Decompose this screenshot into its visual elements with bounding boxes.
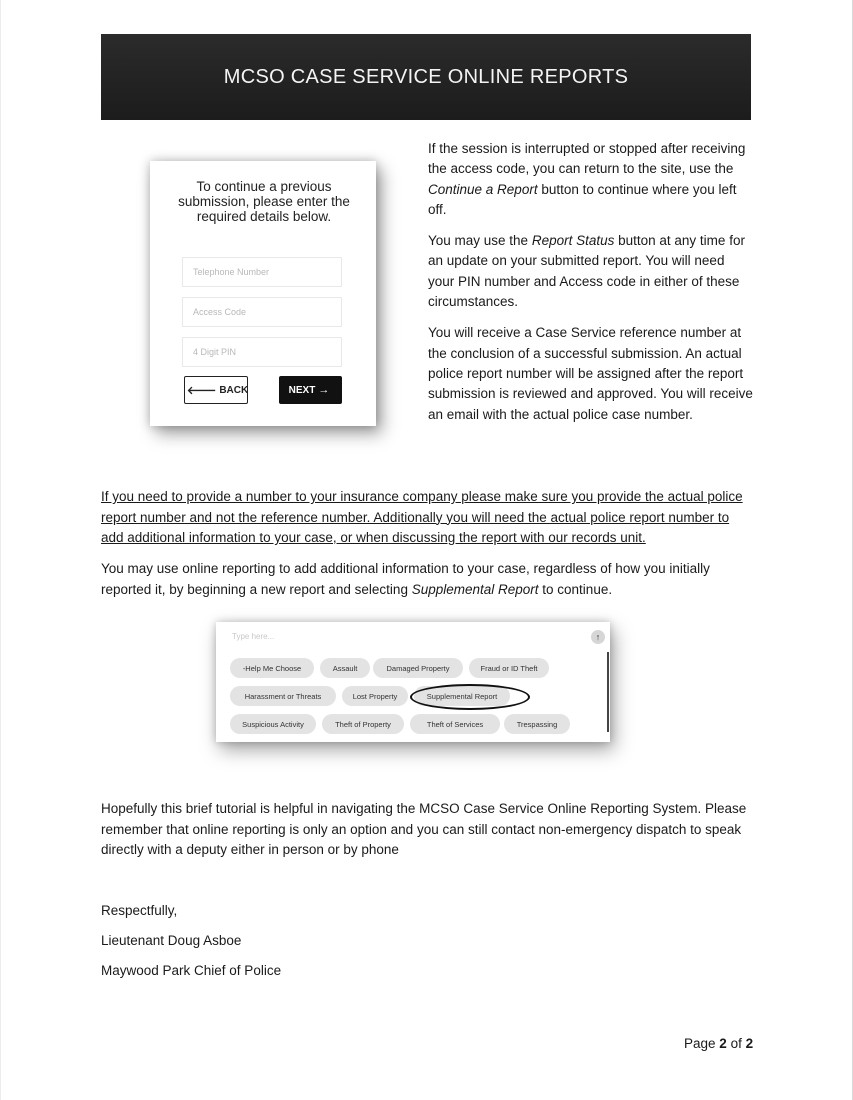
salutation: Respectfully,	[101, 903, 178, 918]
next-button[interactable]	[279, 376, 342, 404]
category-picker-screenshot	[216, 622, 610, 742]
chip-supplemental-report[interactable]: Supplemental Report	[414, 686, 510, 706]
telephone-input[interactable]: Telephone Number	[182, 257, 342, 287]
pin-input[interactable]: 4 Digit PIN	[182, 337, 342, 367]
continue-form-screenshot	[150, 161, 376, 426]
continue-report-term: Continue a Report	[428, 181, 538, 197]
chip-trespassing[interactable]: Trespassing	[504, 714, 570, 734]
arrow-left-icon: 🡐	[186, 385, 217, 397]
scrollbar[interactable]	[607, 652, 609, 732]
access-code-input[interactable]: Access Code	[182, 297, 342, 327]
type-here-input[interactable]: Type here...	[232, 632, 275, 641]
page-title: MCSO CASE SERVICE ONLINE REPORTS	[223, 65, 629, 88]
chip-lost-property[interactable]: Lost Property	[342, 686, 408, 706]
paragraph-reference: You will receive a Case Service reference number at the conclusion of a successful submission. An actual police report number will be assigned after the report submission is reviewed and approved. You will receive an email with the actual police case number.	[428, 325, 753, 422]
paragraph-continue: If the session is interrupted or stopped after receiving the access code, you can return to the site, use the Continue a Report button to continue where you left off.	[428, 141, 746, 217]
supplemental-paragraph: You may use online reporting to add additional information to your case, regardless of how you initially reported it, by beginning a new report and selecting Supplemental Report to continue.	[101, 561, 710, 597]
next-label: NEXT	[288, 384, 316, 396]
hand-drawn-circle	[410, 684, 530, 710]
signer-title: Maywood Park Chief of Police	[101, 963, 282, 978]
chip-fraud-id-theft[interactable]: Fraud or ID Theft	[469, 658, 549, 678]
chip-damaged-property[interactable]: Damaged Property	[373, 658, 463, 678]
chip-theft-of-property[interactable]: Theft of Property	[322, 714, 404, 734]
insurance-notice: If you need to provide a number to your insurance company please make sure you provide the actual police report number and not the reference number. Additionally you will need the actual police report number to add additional information to your case, or when discussing the report with our records unit.	[101, 489, 743, 545]
closing-paragraph: Hopefully this brief tutorial is helpful in navigating the MCSO Case Service Online Reporting System. Please remember that online reporting is only an option and you can still contact non-emergency dispatch to speak directly with a deputy either in person or by phone	[101, 801, 747, 857]
back-button[interactable]	[184, 376, 248, 404]
instructions-column	[428, 139, 753, 436]
report-status-term: Report Status	[531, 233, 615, 249]
paragraph-status: You may use the Report Status button at any time for an update on your submitted report. You will need your PIN number and Access code in either of these circumstances.	[428, 233, 745, 310]
chip-theft-of-services[interactable]: Theft of Services	[410, 714, 500, 734]
chip-harassment[interactable]: Harassment or Threats	[230, 686, 336, 706]
chip-suspicious-activity[interactable]: Suspicious Activity	[230, 714, 316, 734]
continue-prompt: To continue a previous submission, please enter the required details below.	[178, 179, 350, 224]
page-number: Page 2 of 2	[684, 1036, 754, 1051]
arrow-up-icon[interactable]: ↑	[591, 630, 605, 644]
chip-assault[interactable]: Assault	[320, 658, 370, 678]
back-label: BACK	[219, 384, 249, 396]
supplemental-term: Supplemental Report	[411, 581, 539, 597]
arrow-right-icon: →	[318, 384, 330, 396]
header-banner	[101, 34, 751, 120]
signer-name: Lieutenant Doug Asboe	[101, 933, 242, 948]
chip-help-me-choose[interactable]: -Help Me Choose	[230, 658, 314, 678]
